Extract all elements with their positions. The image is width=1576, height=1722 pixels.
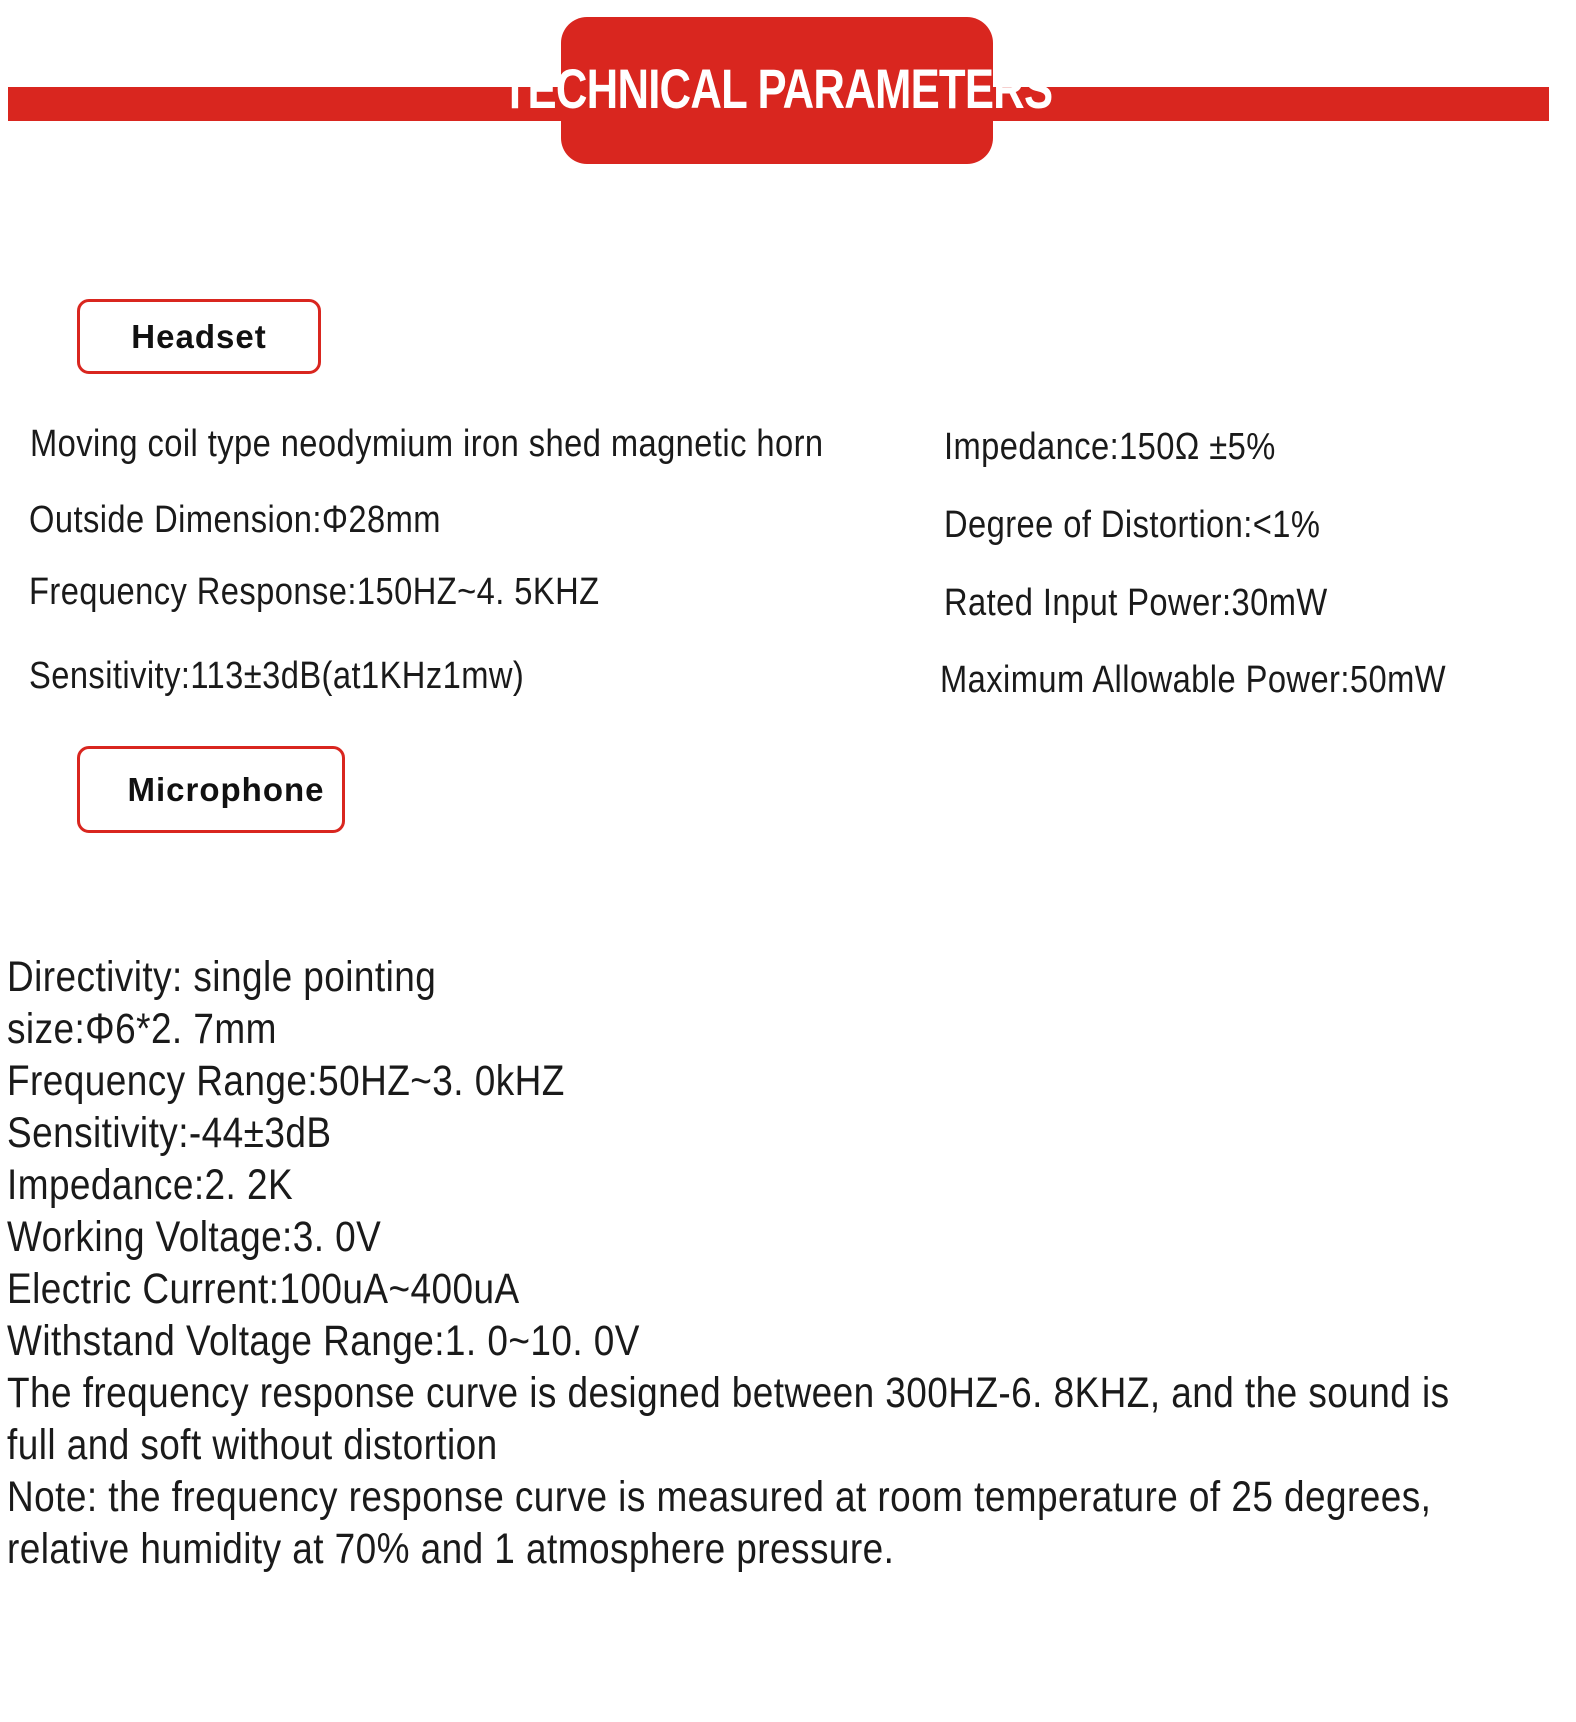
mic-spec-size: size:Φ6*2. 7mm	[7, 1005, 277, 1053]
page-title: TECHNICAL PARAMETERS	[501, 57, 1053, 120]
mic-spec-sensitivity: Sensitivity:-44±3dB	[7, 1109, 332, 1157]
mic-spec-note-cont: relative humidity at 70% and 1 atmosphere pressure.	[7, 1525, 895, 1573]
mic-spec-electric-current: Electric Current:100uA~400uA	[7, 1265, 520, 1313]
mic-spec-note: Note: the frequency response curve is measured at room temperature of 25 degrees,	[7, 1473, 1432, 1521]
microphone-spec-list	[7, 951, 1576, 1575]
microphone-tag-label: Microphone	[127, 770, 325, 808]
headset-spec-impedance: Impedance:150Ω ±5%	[944, 426, 1276, 468]
microphone-section-tag	[77, 746, 345, 833]
headset-spec-dimension: Outside Dimension:Φ28mm	[29, 499, 441, 541]
mic-spec-frequency-range: Frequency Range:50HZ~3. 0kHZ	[7, 1057, 565, 1105]
headset-spec-max-power: Maximum Allowable Power:50mW	[940, 659, 1447, 701]
headset-spec-rated-power: Rated Input Power:30mW	[944, 582, 1328, 624]
headset-spec-sensitivity: Sensitivity:113±3dB(at1KHz1mw)	[29, 655, 525, 697]
mic-spec-frequency-curve: The frequency response curve is designed between 300HZ-6. 8KHZ, and the sound is	[7, 1369, 1450, 1417]
headset-spec-distortion: Degree of Distortion:<1%	[944, 504, 1321, 546]
headset-section-tag	[77, 299, 321, 374]
headset-tag-label: Headset	[131, 317, 267, 355]
mic-spec-withstand-voltage: Withstand Voltage Range:1. 0~10. 0V	[7, 1317, 640, 1365]
headset-spec-driver: Moving coil type neodymium iron shed magnetic horn	[30, 423, 824, 465]
mic-spec-working-voltage: Working Voltage:3. 0V	[7, 1213, 382, 1261]
mic-spec-frequency-curve-cont: full and soft without distortion	[7, 1421, 498, 1469]
mic-spec-impedance: Impedance:2. 2K	[7, 1161, 294, 1209]
mic-spec-directivity: Directivity: single pointing	[7, 953, 437, 1001]
header-badge	[501, 17, 1053, 164]
headset-spec-frequency: Frequency Response:150HZ~4. 5KHZ	[29, 571, 600, 613]
